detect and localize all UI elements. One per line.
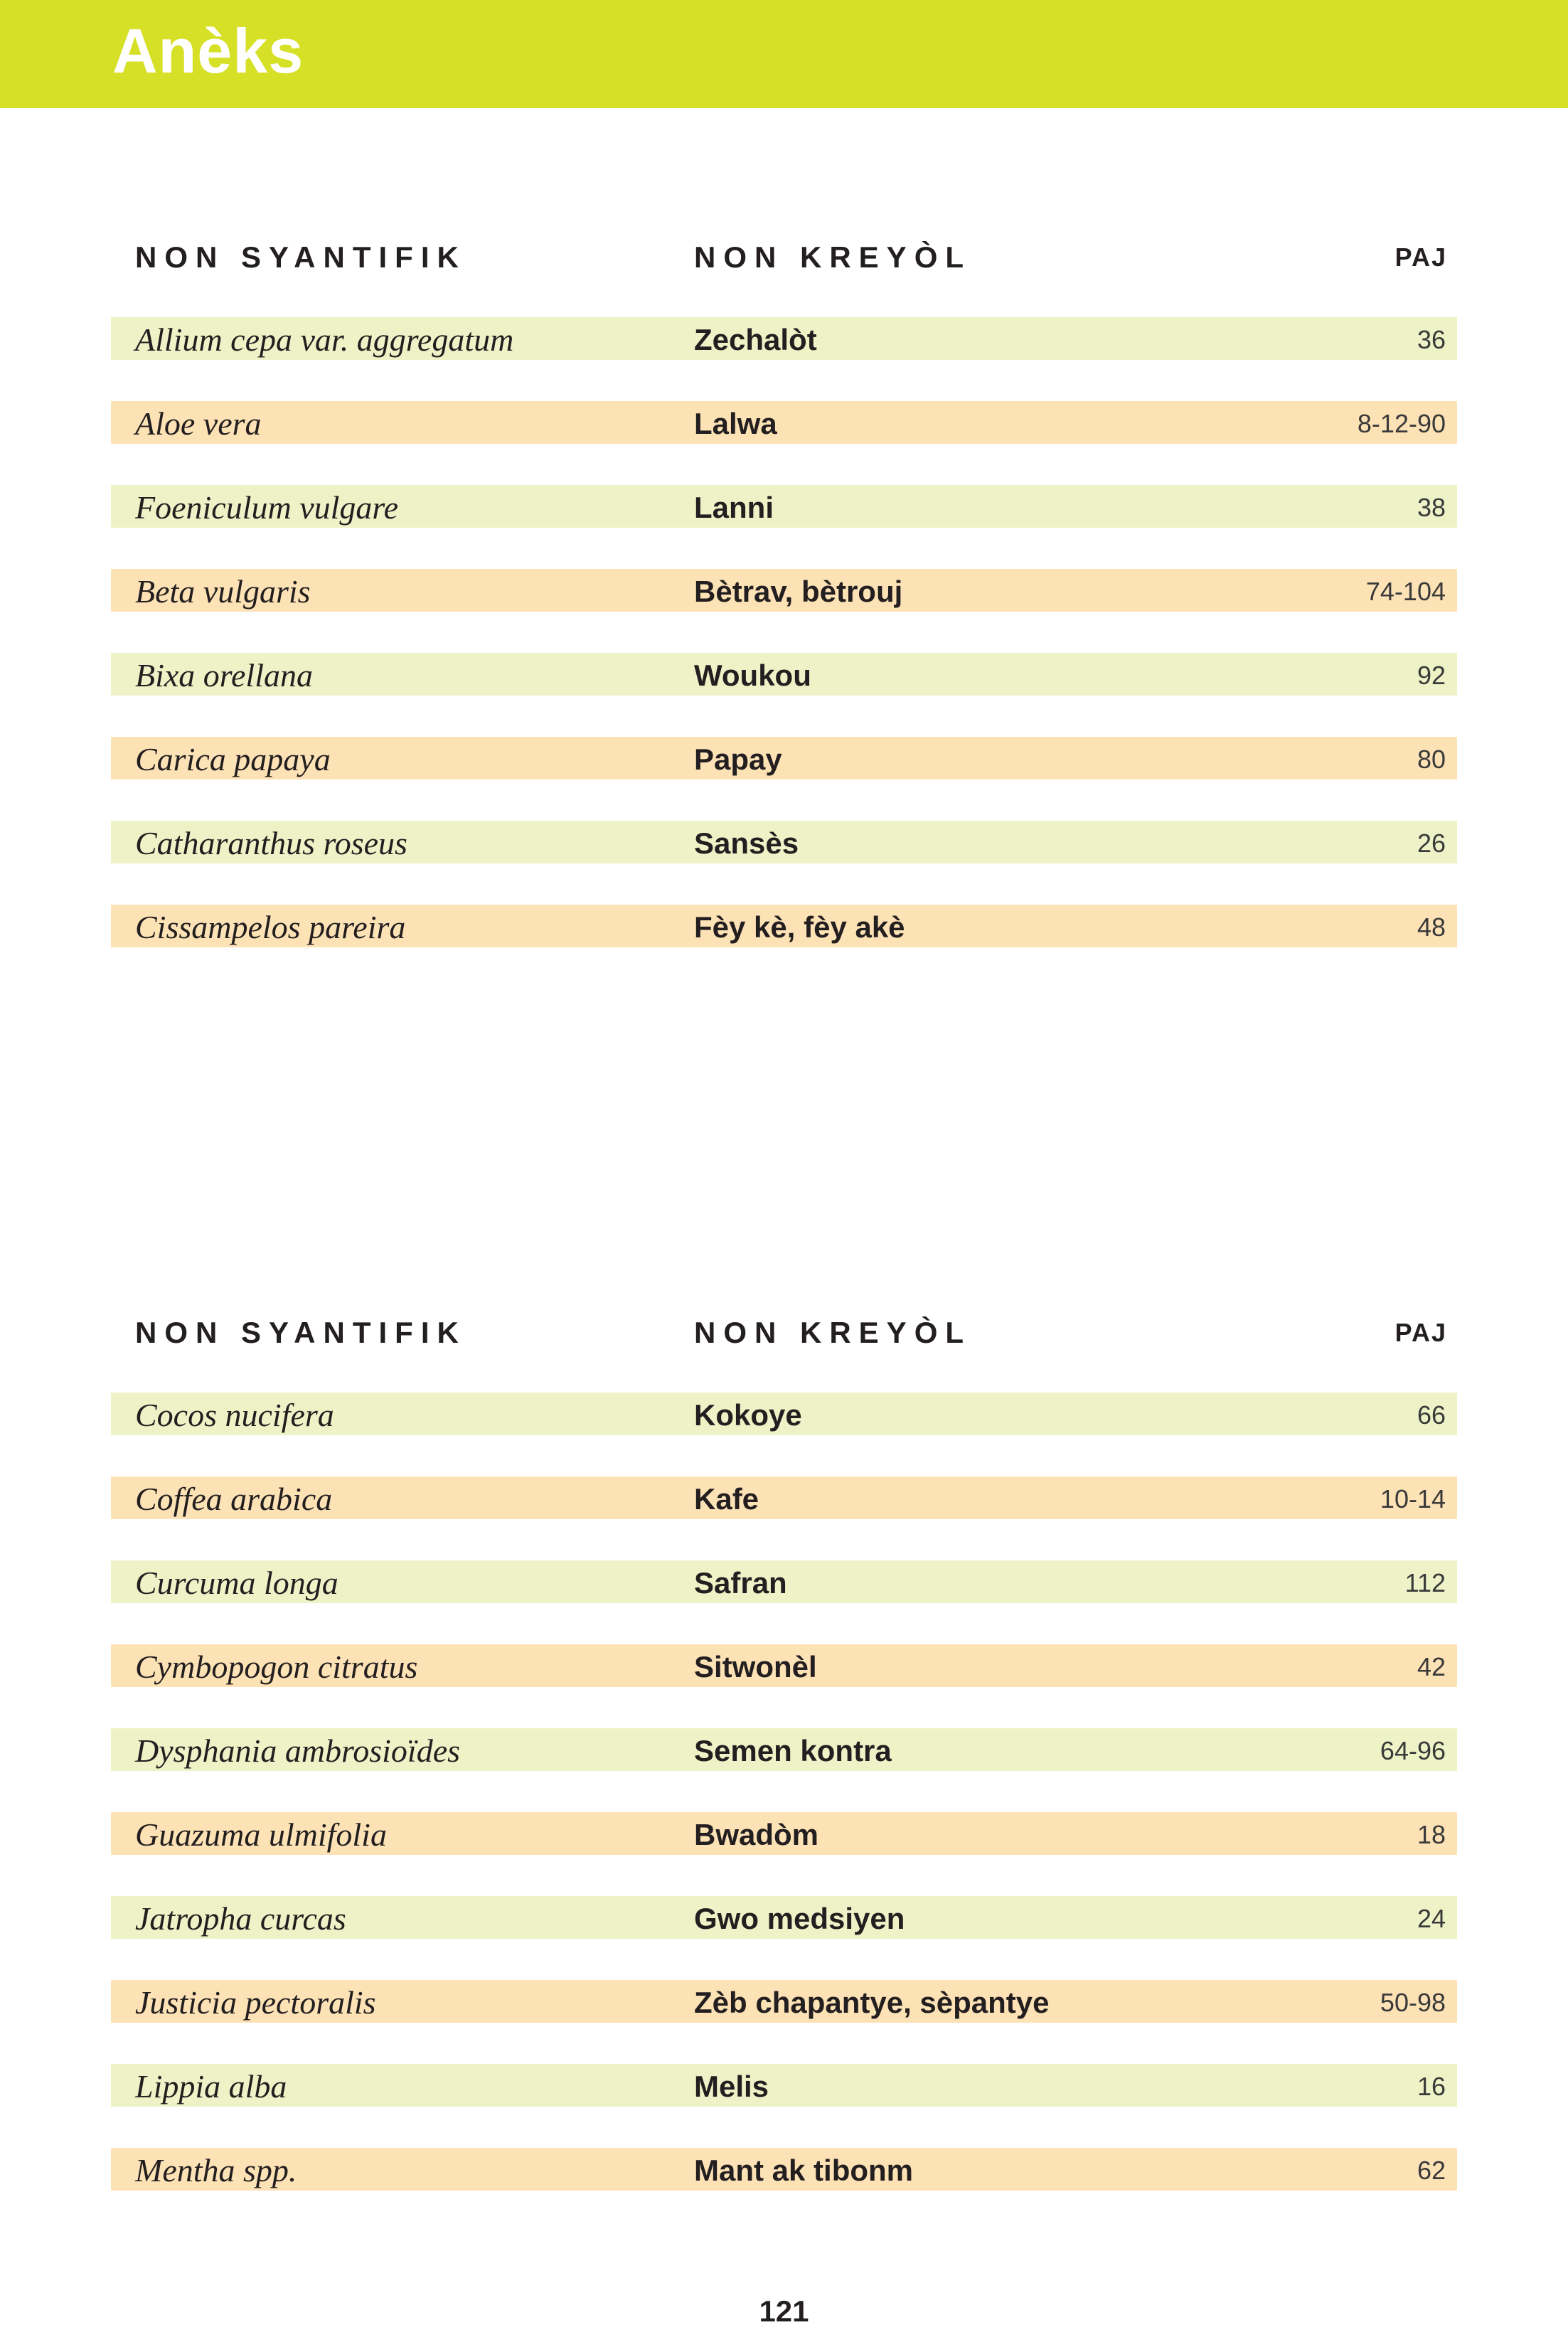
page-ref: 62	[1417, 2156, 1446, 2185]
table-row	[111, 1896, 1457, 1939]
page-title: Anèks	[112, 16, 304, 86]
table-body	[111, 317, 1457, 989]
scientific-name: Cissampelos pareira	[135, 909, 406, 945]
page-ref: 10-14	[1380, 1484, 1446, 1513]
page-ref: 8-12-90	[1357, 409, 1446, 438]
page-ref: 74-104	[1365, 577, 1446, 606]
table-row	[111, 1476, 1457, 1519]
scientific-name: Cocos nucifera	[135, 1397, 334, 1433]
creole-name: Zèb chapantye, sèpantye	[694, 1986, 1050, 2019]
scientific-name: Carica papaya	[135, 741, 331, 777]
page-ref: 42	[1417, 1652, 1446, 1681]
page-ref: 50-98	[1380, 1988, 1446, 2017]
scientific-name: Guazuma ulmifolia	[135, 1816, 387, 1853]
page-ref: 66	[1417, 1400, 1446, 1430]
plant-table-2	[111, 1311, 1457, 2188]
creole-name: Fèy kè, fèy akè	[694, 910, 905, 944]
scientific-name: Aloe vera	[135, 405, 262, 442]
creole-name: Melis	[694, 2070, 769, 2103]
scientific-name: Lippia alba	[135, 2068, 287, 2104]
table-row	[111, 737, 1457, 779]
creole-name: Lalwa	[694, 407, 777, 440]
scientific-name: Mentha spp.	[135, 2152, 297, 2188]
creole-name: Semen kontra	[694, 1734, 892, 1767]
table-row	[111, 2148, 1457, 2191]
column-header-page: PAJ	[1394, 1318, 1447, 1347]
creole-name: Papay	[694, 743, 782, 776]
page-ref: 36	[1417, 325, 1446, 354]
column-header-scientific: NON SYANTIFIK	[135, 1316, 466, 1349]
scientific-name: Catharanthus roseus	[135, 825, 407, 861]
scientific-name: Allium cepa var. aggregatum	[135, 321, 514, 358]
table-row	[111, 1393, 1457, 1435]
scientific-name: Curcuma longa	[135, 1565, 338, 1601]
page-ref: 24	[1417, 1904, 1446, 1933]
table-row	[111, 1980, 1457, 2023]
creole-name: Sansès	[694, 826, 799, 860]
plant-table-1	[111, 236, 1457, 945]
creole-name: Zechalòt	[694, 323, 817, 356]
page-ref: 92	[1417, 661, 1446, 690]
table-row	[111, 2064, 1457, 2107]
creole-name: Bwadòm	[694, 1818, 819, 1851]
header-band	[0, 0, 1568, 108]
page-ref: 80	[1417, 745, 1446, 774]
creole-name: Gwo medsiyen	[694, 1902, 905, 1935]
table-row	[111, 821, 1457, 863]
page-ref: 64-96	[1380, 1736, 1446, 1765]
page-ref: 112	[1404, 1568, 1446, 1597]
scientific-name: Cymbopogon citratus	[135, 1649, 418, 1685]
table-header	[111, 236, 1457, 279]
page-ref: 38	[1417, 493, 1446, 522]
table-row	[111, 653, 1457, 696]
table-row	[111, 317, 1457, 360]
table-row	[111, 1728, 1457, 1771]
creole-name: Kokoye	[694, 1398, 802, 1432]
column-header-creole: NON KREYÒL	[694, 1316, 972, 1349]
table-row	[111, 1812, 1457, 1855]
scientific-name: Jatropha curcas	[135, 1900, 346, 1937]
page-ref: 18	[1417, 1820, 1446, 1849]
page-ref: 48	[1417, 912, 1446, 942]
column-header-creole: NON KREYÒL	[694, 240, 972, 274]
creole-name: Woukou	[694, 659, 811, 692]
page-ref: 26	[1417, 829, 1446, 858]
scientific-name: Justicia pectoralis	[135, 1984, 376, 2021]
creole-name: Lanni	[694, 491, 774, 524]
creole-name: Sitwonèl	[694, 1650, 817, 1683]
creole-name: Safran	[694, 1566, 787, 1600]
scientific-name: Coffea arabica	[135, 1481, 333, 1517]
table-row	[111, 569, 1457, 612]
scientific-name: Dysphania ambrosioïdes	[135, 1733, 461, 1769]
page-ref: 16	[1417, 2072, 1446, 2101]
column-header-page: PAJ	[1394, 243, 1447, 272]
table-header	[111, 1311, 1457, 1354]
table-row	[111, 485, 1457, 528]
scientific-name: Beta vulgaris	[135, 573, 311, 610]
table-row	[111, 905, 1457, 947]
scientific-name: Foeniculum vulgare	[135, 489, 399, 526]
table-body	[111, 1393, 1457, 2232]
page-number: 121	[759, 2294, 809, 2328]
creole-name: Bètrav, bètrouj	[694, 575, 903, 608]
creole-name: Mant ak tibonm	[694, 2154, 914, 2187]
column-header-scientific: NON SYANTIFIK	[135, 240, 466, 274]
table-row	[111, 1560, 1457, 1603]
scientific-name: Bixa orellana	[135, 657, 313, 693]
creole-name: Kafe	[694, 1482, 759, 1516]
table-row	[111, 401, 1457, 444]
table-row	[111, 1644, 1457, 1687]
